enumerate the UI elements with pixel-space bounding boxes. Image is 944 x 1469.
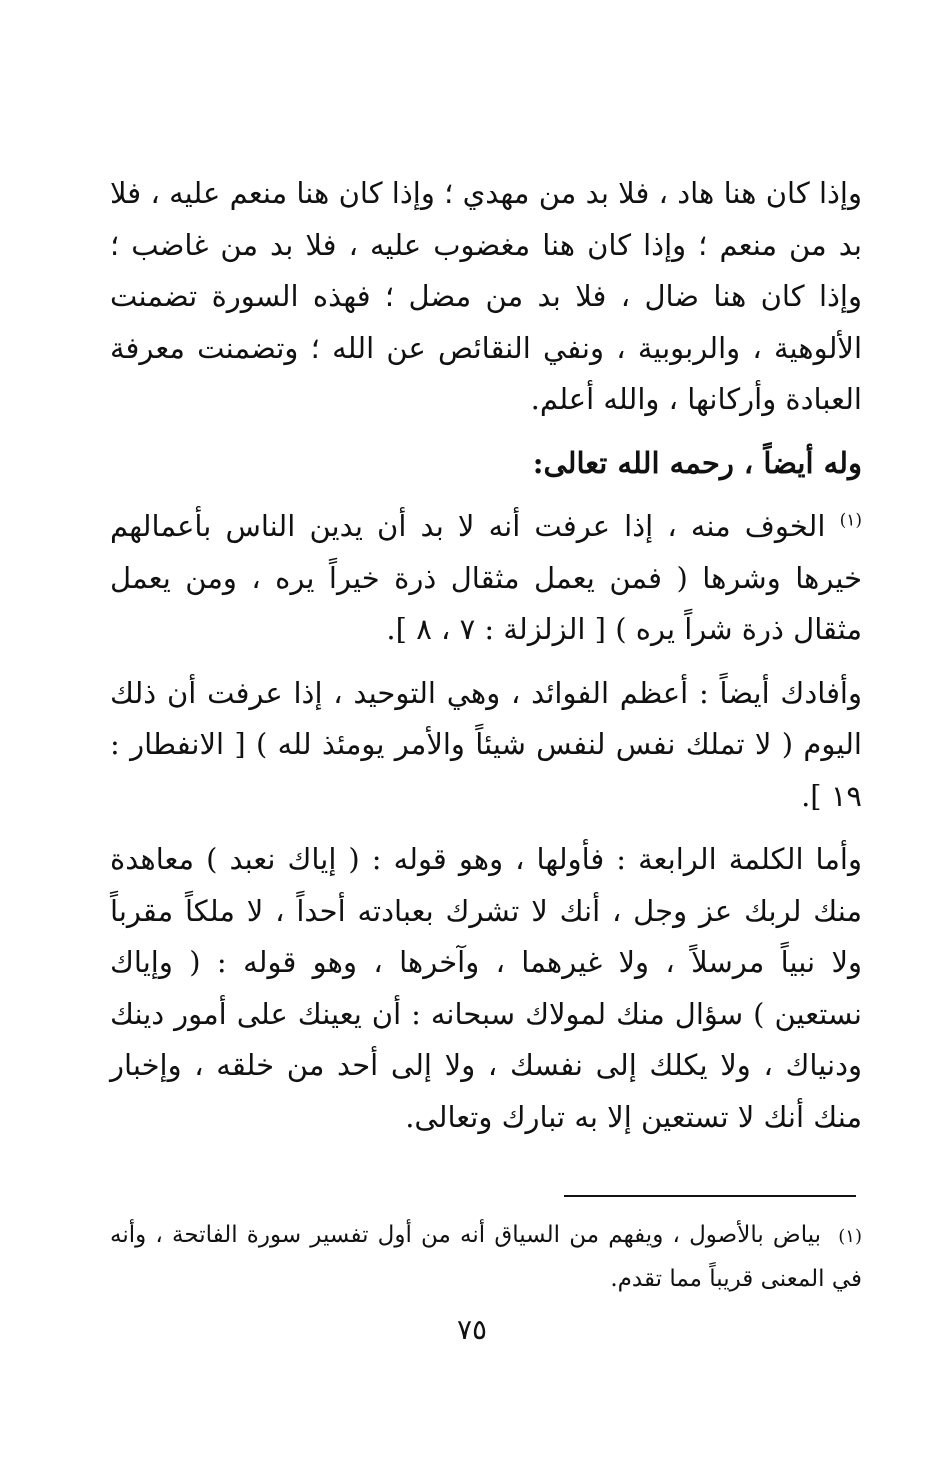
paragraph-3: وأفادك أيضاً : أعظم الفوائد ، وهي التوحيد ، إذا عرفت أن ذلك اليوم ( لا تملك نفس لنفس شيئاً والأمر يومئذ لله ) [ الانفطار : ١٩ ].	[110, 675, 862, 813]
footnote-reference: (١)	[839, 510, 863, 531]
page-number: ٧٥	[456, 1313, 488, 1346]
footnote	[110, 1214, 862, 1300]
paragraph-4: وأما الكلمة الرابعة : فأولها ، وهو قوله : ( إياك نعبد ) معاهدة منك لربك عز وجل ، أنك لا تشرك بعبادته أحداً ، لا ملكاً مقرباً ولا نبياً مرسلاً ، ولا غيرهما ، وآخرها ، وهو قوله : ( وإياك نستعين ) سؤال منك لمولاك سبحانه : أن يعينك على أمور دينك ودنياك ، ولا يكلك إلى نفسك ، ولا إلى أحد من خلقه ، وإخبار منك أنك لا تستعين إلا به تبارك وتعالى.	[110, 842, 862, 1134]
paragraph-2-text: الخوف منه ، إذا عرفت أنه لا بد أن يدين الناس بأعمالهم خيرها وشرها ( فمن يعمل مثقال ذرة خيراً يره ، ومن يعمل مثقال ذرة شراً يره ) [ الزلزلة : ٧ ، ٨ ].	[110, 509, 862, 646]
footnote-text: بياض بالأصول ، ويفهم من السياق أنه من أول تفسير سورة الفاتحة ، وأنه في المعنى قريباً مما تقدم.	[110, 1222, 862, 1292]
section-heading: وله أيضاً ، رحمه الله تعالى:	[532, 445, 862, 480]
paragraph-1: وإذا كان هنا هاد ، فلا بد من مهدي ؛ وإذا كان هنا منعم عليه ، فلا بد من منعم ؛ وإذا كان هنا مغضوب عليه ، فلا بد من غاضب ؛ وإذا كان هنا ضال ، فلا بد من مضل ؛ فهذه السورة تضمنت الألوهية ، والربوبية ، ونفي النقائص عن الله ؛ وتضمنت معرفة العبادة وأركانها ، والله أعلم.	[110, 176, 862, 416]
footnote-divider	[564, 1195, 856, 1197]
paragraph-2	[110, 501, 862, 656]
page-body	[110, 168, 862, 1155]
footnote-number: (١)	[838, 1226, 862, 1247]
